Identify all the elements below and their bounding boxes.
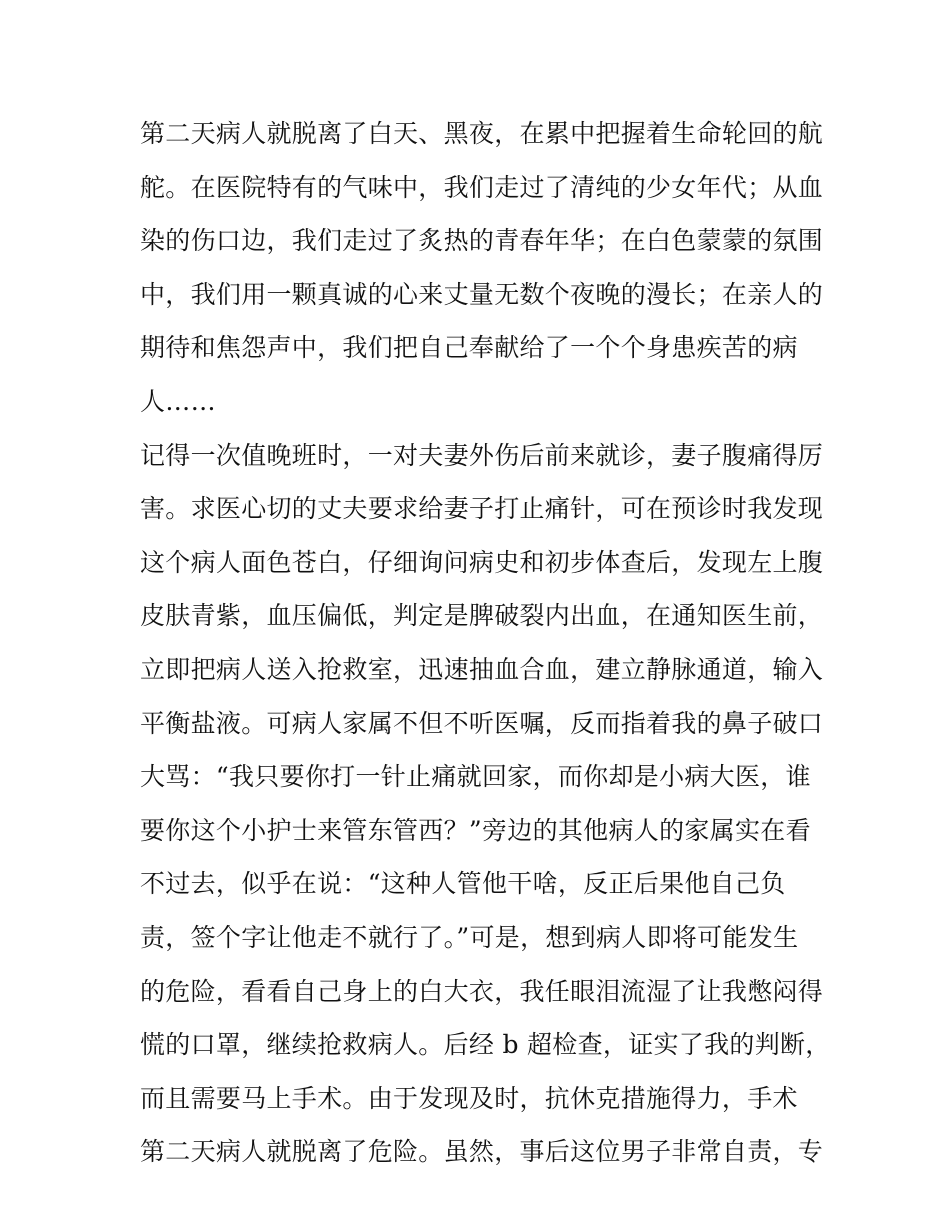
text-line: 慌的口罩，继续抢救病人。后经 b 超检查，证实了我的判断， (140, 1030, 831, 1060)
text-line: 立即把病人送入抢救室，迅速抽血合血，建立静脉通道，输入 (140, 654, 824, 684)
text-line: 的危险，看看自己身上的白大衣，我任眼泪流湿了让我憋闷得 (140, 976, 824, 1006)
text-line: 舵。在医院特有的气味中，我们走过了清纯的少女年代；从血 (140, 172, 824, 202)
text-line: 不过去，似乎在说：“这种人管他干啥，反正后果他自己负 (140, 869, 786, 899)
text-line: 皮肤青紫，血压偏低，判定是脾破裂内出血，在通知医生前， (140, 601, 824, 631)
text-line: 第二天病人就脱离了危险。虽然，事后这位男子非常自责，专 (140, 1137, 824, 1167)
body-text (140, 107, 831, 1179)
text-line: 平衡盐液。可病人家属不但不听医嘱，反而指着我的鼻子破口 (140, 708, 824, 738)
text-line: 这个病人面色苍白，仔细询问病史和初步体查后，发现左上腹 (140, 547, 824, 577)
text-line: 期待和焦怨声中，我们把自己奉献给了一个个身患疾苦的病 (140, 333, 798, 363)
text-line: 要你这个小护士来管东管西？”旁边的其他病人的家属实在看 (140, 815, 811, 845)
text-line: 第二天病人就脱离了白天、黑夜，在累中把握着生命轮回的航 (140, 119, 824, 148)
text-line: 而且需要马上手术。由于发现及时，抗休克措施得力，手术 (140, 1083, 798, 1113)
text-line: 害。求医心切的丈夫要求给妻子打止痛针，可在预诊时我发现 (140, 494, 824, 524)
text-line: 大骂：“我只要你打一针止痛就回家，而你却是小病大医，谁 (140, 762, 811, 792)
text-line: 记得一次值晚班时，一对夫妻外伤后前来就诊，妻子腹痛得厉 (140, 440, 824, 470)
text-line: 人…… (140, 386, 216, 416)
text-line: 中，我们用一颗真诚的心来丈量无数个夜晚的漫长；在亲人的 (140, 279, 824, 309)
text-line: 责，签个字让他走不就行了。”可是，想到病人即将可能发生 (140, 922, 799, 952)
text-line: 染的伤口边，我们走过了炙热的青春年华；在白色蒙蒙的氛围 (140, 226, 824, 256)
